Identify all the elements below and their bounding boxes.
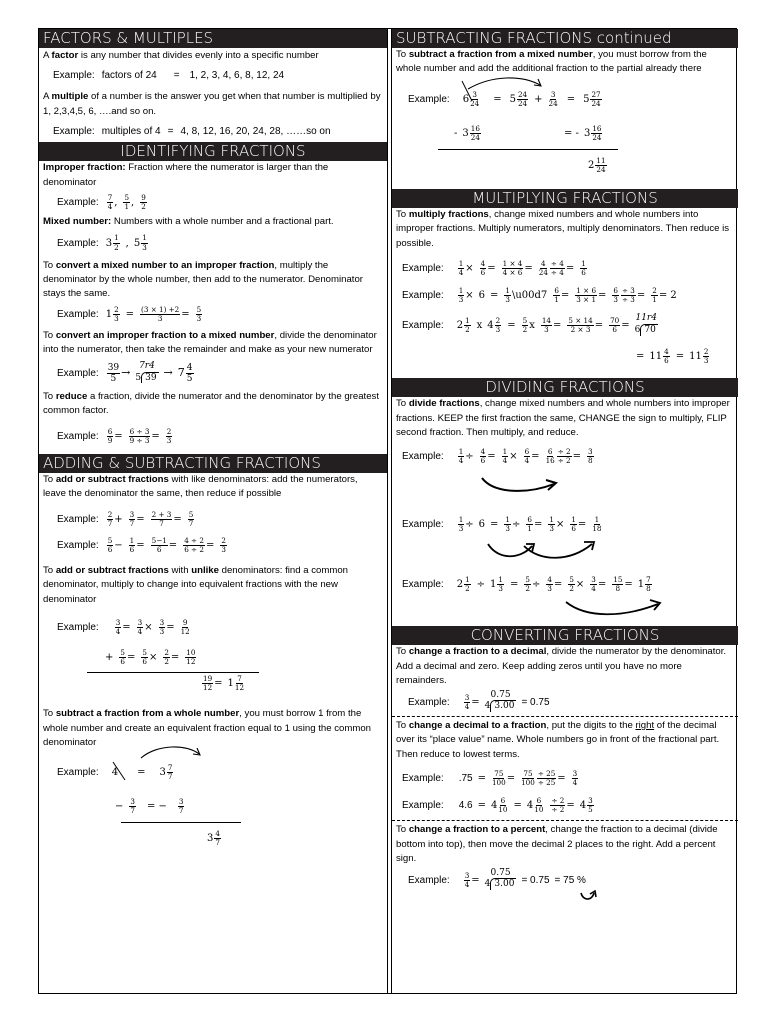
fraction-to-percent: To change a fraction to a percent, change the fraction to a decimal (divide bottom into top), then move the decimal 2 places to the right. Add a percent sign. xyxy=(396,824,718,865)
decimal-example: Example: $\frac{3}{4}$ = 0.75 4 3.00 = 0.75 xyxy=(408,689,550,712)
whole-example: Example: 4 = 3 7 7 − $\frac{3}{7}$ = − $\frac{3}{7}$ 3 4 7 xyxy=(39,750,387,860)
subcont-example: Example: 6 3 24 = 5 24 24 + $\frac{3}{24}$ = 5 27 24 - 3 16 24 = - 3 16 24 2 11 24 xyxy=(392,77,738,189)
divider-2 xyxy=(392,820,738,821)
tofrac-example-1: Example: .75 = $\frac{75}{100}$ = $\frac{75}{100}$ $\frac{\div 25}{\div 25}$ = $\frac{3}{4}$ xyxy=(402,769,578,788)
multiples-example: Example: multiples of 4 = 4, 8, 12, 16, 20, 24, 28, ……so on xyxy=(53,126,331,138)
percent-example: Example: $\frac{3}{4}$ = 0.75 4 3.00 = 0.75 = 75 % xyxy=(392,867,738,903)
improper-example: Example: 7 4 , 5 1 , 9 2 xyxy=(57,192,146,212)
reduce-example: Example: $\frac{6}{9}$ = $\frac{6 \div 3}{9 \div 3}$ = $\frac{2}{3}$ xyxy=(57,426,172,445)
like-example-2: Example: 5 6 − $\frac{1}{6}$ = $\frac{5-1}{6}$ = $\frac{4 \div 2}{6 \div 2}$ = $\frac{2}{3}$ xyxy=(57,535,226,554)
subcont-rule xyxy=(438,149,618,150)
factors-example: Example: factors of 24 = 1, 2, 3, 4, 6, 8, 12, 24 xyxy=(53,70,285,82)
multiply-definition: To multiply fractions, change mixed numbers and whole numbers into improper fractions. Multiply numerators, multiply denominators. Then reduce is possible. xyxy=(396,208,730,249)
divide-example-2: Example: $\frac{1}{3}$ ÷ 6 = $\frac{1}{3}$ ÷ $\frac{6}{1}$ = $\frac{1}{3}$ × $\frac{1}{6}$ = $\frac{1}{18}$ xyxy=(392,502,738,568)
tofrac-example-2: Example: 4.6 = 4 6 10 = 4 6 10 $\frac{\div 2}{\div 2}$ = 4 3 5 xyxy=(402,796,593,815)
whole-rule xyxy=(121,822,241,823)
long-division: 7r4 5 39 xyxy=(135,360,157,383)
like-denominators: To add or subtract fractions with like denominators: add the numerators, leave the denominator the same, then reduce if possible xyxy=(43,473,358,500)
convert2-example: Example: 39 5 → 7r4 5 39 → 7 4 5 xyxy=(57,360,193,384)
multiply-example-1: Example: $\frac{1}{4}$ × $\frac{4}{6}$ = $\frac{1 \times 4}{4 \times 6}$ = $\frac{4}{24}$ $\frac{\div 4}{\div 4}$ = $\frac{1}{6}$ xyxy=(402,258,586,278)
multiple-definition: A multiple of a number is the answer you get when that number is multiplied by 1, 2,3,4,5, 6, ….and so on. xyxy=(43,91,381,117)
divide-example-3: Example: 2 1 2 ÷ 1 1 3 = $\frac{5}{2}$ ÷ $\frac{4}{3}$ = $\frac{5}{2}$ × $\frac{3}{4}$ = $\frac{15}{8}$ = 1 7 8 xyxy=(392,568,738,620)
multiply-example-3: Example: 2 1 2 x 4 2 3 = $\frac{5}{2}$ x $\frac{14}{3}$ = $\frac{5 \times 14}{2 \times 3}$ = $\frac{70}{6}$ = 11r4 6 70 = 11 4 6 = 11 2 3 xyxy=(402,313,709,366)
fraction-to-decimal: To change a fraction to a decimal, divide the numerator by the denominator. Add a decimal and zero. Keep adding zeros until you have no more remainders. xyxy=(396,646,727,687)
flip-arrow-2 xyxy=(484,538,624,564)
factors-header: FACTORS & MULTIPLES xyxy=(39,29,387,48)
improper-definition: Improper fraction: Fraction where the numerator is larger than the denominator xyxy=(43,162,329,188)
decimal-move-arrow xyxy=(578,889,602,903)
factor-definition: A factor is any number that divides evenly into a specific number xyxy=(43,50,319,61)
convert-mixed-to-improper: To convert a mixed number to an improper fraction, multiply the denominator by the whole number, then add to the numerator. Denominator stays the same. xyxy=(43,259,363,300)
converting-header: CONVERTING FRACTIONS xyxy=(392,626,738,645)
adding-header: ADDING & SUBTRACTING FRACTIONS xyxy=(39,454,387,473)
multiply-example-2: Example: $\frac{1}{3}$ × 6 = $\frac{1}{3}$ \u00d7 $\frac{6}{1}$ = $\frac{1 \times 6}{3 \times 1}$ = $\frac{6}{3}$ $\frac{\div 3}{\div 3}$ = $\frac{2}{1}$ = 2 xyxy=(402,286,677,305)
unlike-denominators: To add or subtract fractions with unlike denominators: find a common denominator, multiply to change into equivalent fractions with the new denominator xyxy=(43,565,349,605)
subtract-from-whole: To subtract a fraction from a whole number, you must borrow 1 from the whole number and create an equivalent fraction equal to 1 using the common denominator xyxy=(43,708,371,748)
cheat-sheet-page xyxy=(38,28,737,994)
right-column xyxy=(391,29,738,993)
mixed-definition: Mixed number: Numbers with a whole number and a fractional part. xyxy=(43,216,334,228)
borrow-arrow xyxy=(137,744,207,764)
convert1-example: Example: 1 2 3 = $\frac{(3 \times 1) +2}{3}$ = $\frac{5}{3}$ xyxy=(57,304,202,323)
multiplying-header: MULTIPLYING FRACTIONS xyxy=(392,189,738,208)
strike-mark xyxy=(109,760,131,782)
divide-definition: To divide fractions, change mixed numbers and whole numbers into improper fractions. KEEP the first fraction the same, CHANGE the sign to multiply, FLIP second fraction. Then multiply, and reduce. xyxy=(396,398,730,438)
identifying-header: IDENTIFYING FRACTIONS xyxy=(39,142,387,161)
divider-1 xyxy=(392,716,738,717)
decimal-to-fraction: To change a decimal to a fraction, put the digits to the right of the decimal over its “place value” name. Whole numbers go in front of the fractional part. Then reduce to lowest terms. xyxy=(396,719,720,760)
convert-improper-to-mixed: To convert an improper fraction to a mixed number, divide the denominator into the numerator, then take the remainder and make as your new numerator xyxy=(43,329,377,356)
flip-arrow-3 xyxy=(562,598,692,620)
subtracting-continued-header: SUBTRACTING FRACTIONS continued xyxy=(392,29,738,48)
flip-arrow-1 xyxy=(478,472,568,496)
divide-example-1: Example: $\frac{1}{4}$ ÷ $\frac{4}{6}$ = $\frac{1}{4}$ × $\frac{6}{4}$ = $\frac{6}{16}$ $\frac{\div 2}{\div 2}$ = $\frac{3}{8}$ xyxy=(392,440,738,502)
like-example-1: Example: 2 7 + $\frac{3}{7}$ = $\frac{2 + 3}{7}$ = $\frac{5}{7}$ xyxy=(57,509,194,528)
dividing-header: DIVIDING FRACTIONS xyxy=(392,378,738,397)
subtract-from-mixed: To subtract a fraction from a mixed number, you must borrow from the whole number and add the additional fraction to the partial already there xyxy=(396,49,707,75)
mixed-example: Example: 3 1 2 , 5 1 3 xyxy=(57,233,147,252)
sum-rule xyxy=(87,672,259,673)
left-column xyxy=(39,29,388,993)
unlike-example: Example: $\frac{3}{4}$ = $\frac{3}{4}$ × $\frac{3}{3}$ = $\frac{9}{12}$ + $\frac{5}{6}$ = $\frac{5}{6}$ × $\frac{2}{2}$ = $\frac{10}{12}$ $\frac{19}{12}$ = 1 7 12 xyxy=(39,607,387,703)
reduce-definition: To reduce a fraction, divide the numerator and the denominator by the greatest common factor. xyxy=(43,391,380,417)
